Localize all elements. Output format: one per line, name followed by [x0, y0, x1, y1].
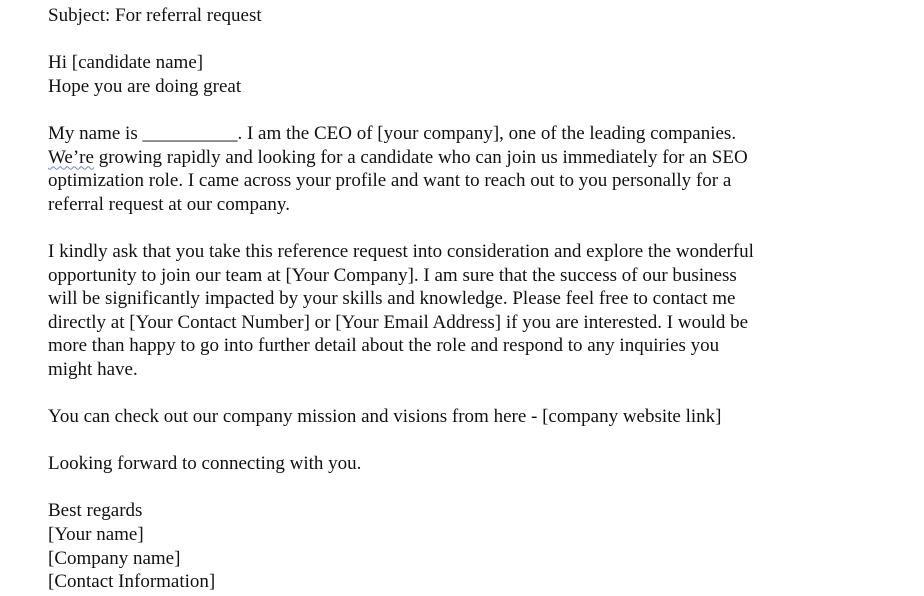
paragraph-line: referral request at our company. — [48, 193, 290, 215]
paragraph-line: more than happy to go into further detail about the role and respond to any inquiries you — [48, 335, 720, 357]
blank-line — [48, 28, 908, 52]
paragraph-line-rest: growing rapidly and looking for a candidate who can join us immediately for an SEO — [93, 146, 748, 168]
greeting-line: Hi [candidate name] — [48, 52, 204, 74]
paragraph-line: might have. — [48, 358, 138, 380]
blank-line — [48, 216, 908, 240]
paragraph-line: will be significantly impacted by your skills and knowledge. Please feel free to contact me — [48, 288, 736, 310]
spellcheck-marked-word[interactable]: We’re — [48, 146, 94, 168]
paragraph-introduction — [48, 122, 908, 216]
paragraph-line — [48, 146, 908, 170]
paragraph-line: optimization role. I came across your profile and want to reach out to you personally for a — [48, 170, 732, 192]
paragraph-request — [48, 240, 908, 382]
paragraph-line: opportunity to join our team at [Your Company]. I am sure that the success of our business — [48, 264, 737, 286]
paragraph-website: You can check out our company mission and visions from here - [company website link] — [48, 406, 722, 428]
signature-contact: [Contact Information] — [48, 571, 216, 593]
subject-line: Subject: For referral request — [48, 5, 262, 26]
blank-line — [48, 382, 908, 406]
paragraph-line: My name is __________. I am the CEO of [your company], one of the leading companies. — [48, 122, 737, 144]
paragraph-line: directly at [Your Contact Number] or [Your Email Address] if you are interested. I would be — [48, 311, 749, 333]
closing-salutation: Best regards — [48, 500, 143, 522]
blank-line — [48, 98, 908, 122]
signature-block — [48, 499, 908, 593]
letter-document — [48, 4, 908, 594]
paragraph-closing: Looking forward to connecting with you. — [48, 453, 362, 475]
signature-company: [Company name] — [48, 547, 181, 569]
paragraph-line: I kindly ask that you take this reference request into consideration and explore the wonderful — [48, 240, 754, 262]
blank-line — [48, 429, 908, 453]
opening-line: Hope you are doing great — [48, 75, 242, 97]
blank-line — [48, 476, 908, 500]
signature-name: [Your name] — [48, 524, 144, 546]
